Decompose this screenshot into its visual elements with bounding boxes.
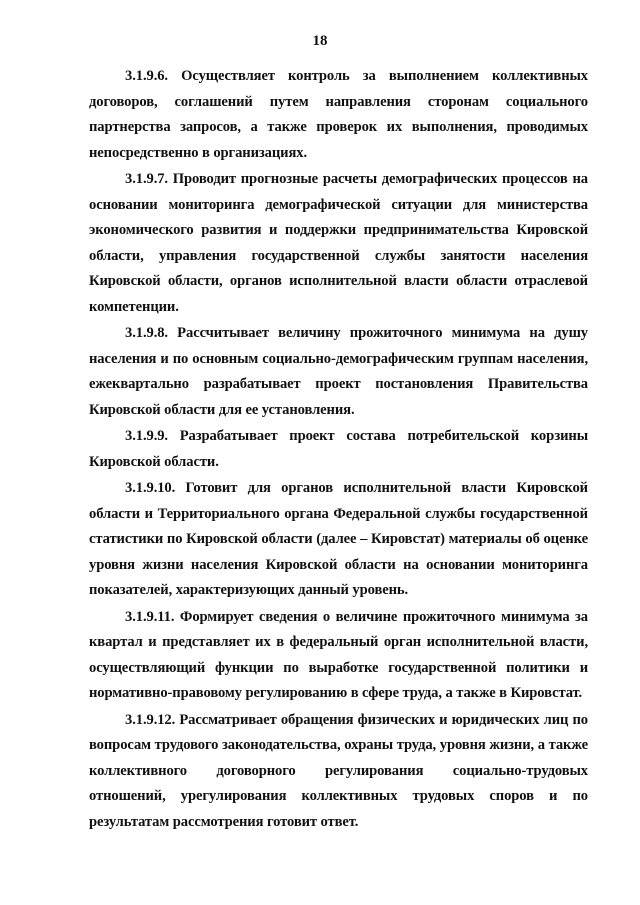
paragraph-3-1-9-9: 3.1.9.9. Разрабатывает проект состава потребительской корзины Кировской области. <box>89 428 588 470</box>
paragraph-3-1-9-12: 3.1.9.12. Рассматривает обращения физических и юридических лиц по вопросам трудового законодательства, охраны труда, уровня жизни, а также коллективного договорного регулирования социально-трудовых отношений, урегулирования коллективных трудовых споров и по результатам рассмотрения готовит ответ. <box>89 711 588 830</box>
document-body <box>89 64 588 835</box>
page-number: 18 <box>312 33 328 49</box>
paragraph-3-1-9-8: 3.1.9.8. Рассчитывает величину прожиточного минимума на душу населения и по основным социально-демографическим группам населения, ежеквартально разрабатывает проект постановления Правительства Кировской области для ее установления. <box>89 325 588 418</box>
paragraph-3-1-9-6: 3.1.9.6. Осуществляет контроль за выполнением коллективных договоров, соглашений путем направления сторонам социального партнерства запросов, а также проверок их выполнения, проводимых непосредственно в организациях. <box>89 68 588 161</box>
paragraph-3-1-9-7: 3.1.9.7. Проводит прогнозные расчеты демографических процессов на основании мониторинга демографической ситуации для министерства экономического развития и поддержки предпринимательства Кировской области, управления государственной службы занятости населения Кировской области, органов исполнительной власти области отраслевой компетенции. <box>89 171 588 315</box>
paragraph-3-1-9-11: 3.1.9.11. Формирует сведения о величине прожиточного минимума за квартал и представляет их в федеральный орган исполнительной власти, осуществляющий функции по выработке государственной политики и нормативно-правовому регулированию в сфере труда, а также в Кировстат. <box>89 608 588 701</box>
paragraph-3-1-9-10: 3.1.9.10. Готовит для органов исполнительной власти Кировской области и Территориального органа Федеральной службы государственной статистики по Кировской области (далее – Кировстат) материалы об оценке уровня жизни населения Кировской области на основании мониторинга показателей, характеризующих данный уровень. <box>89 480 588 598</box>
